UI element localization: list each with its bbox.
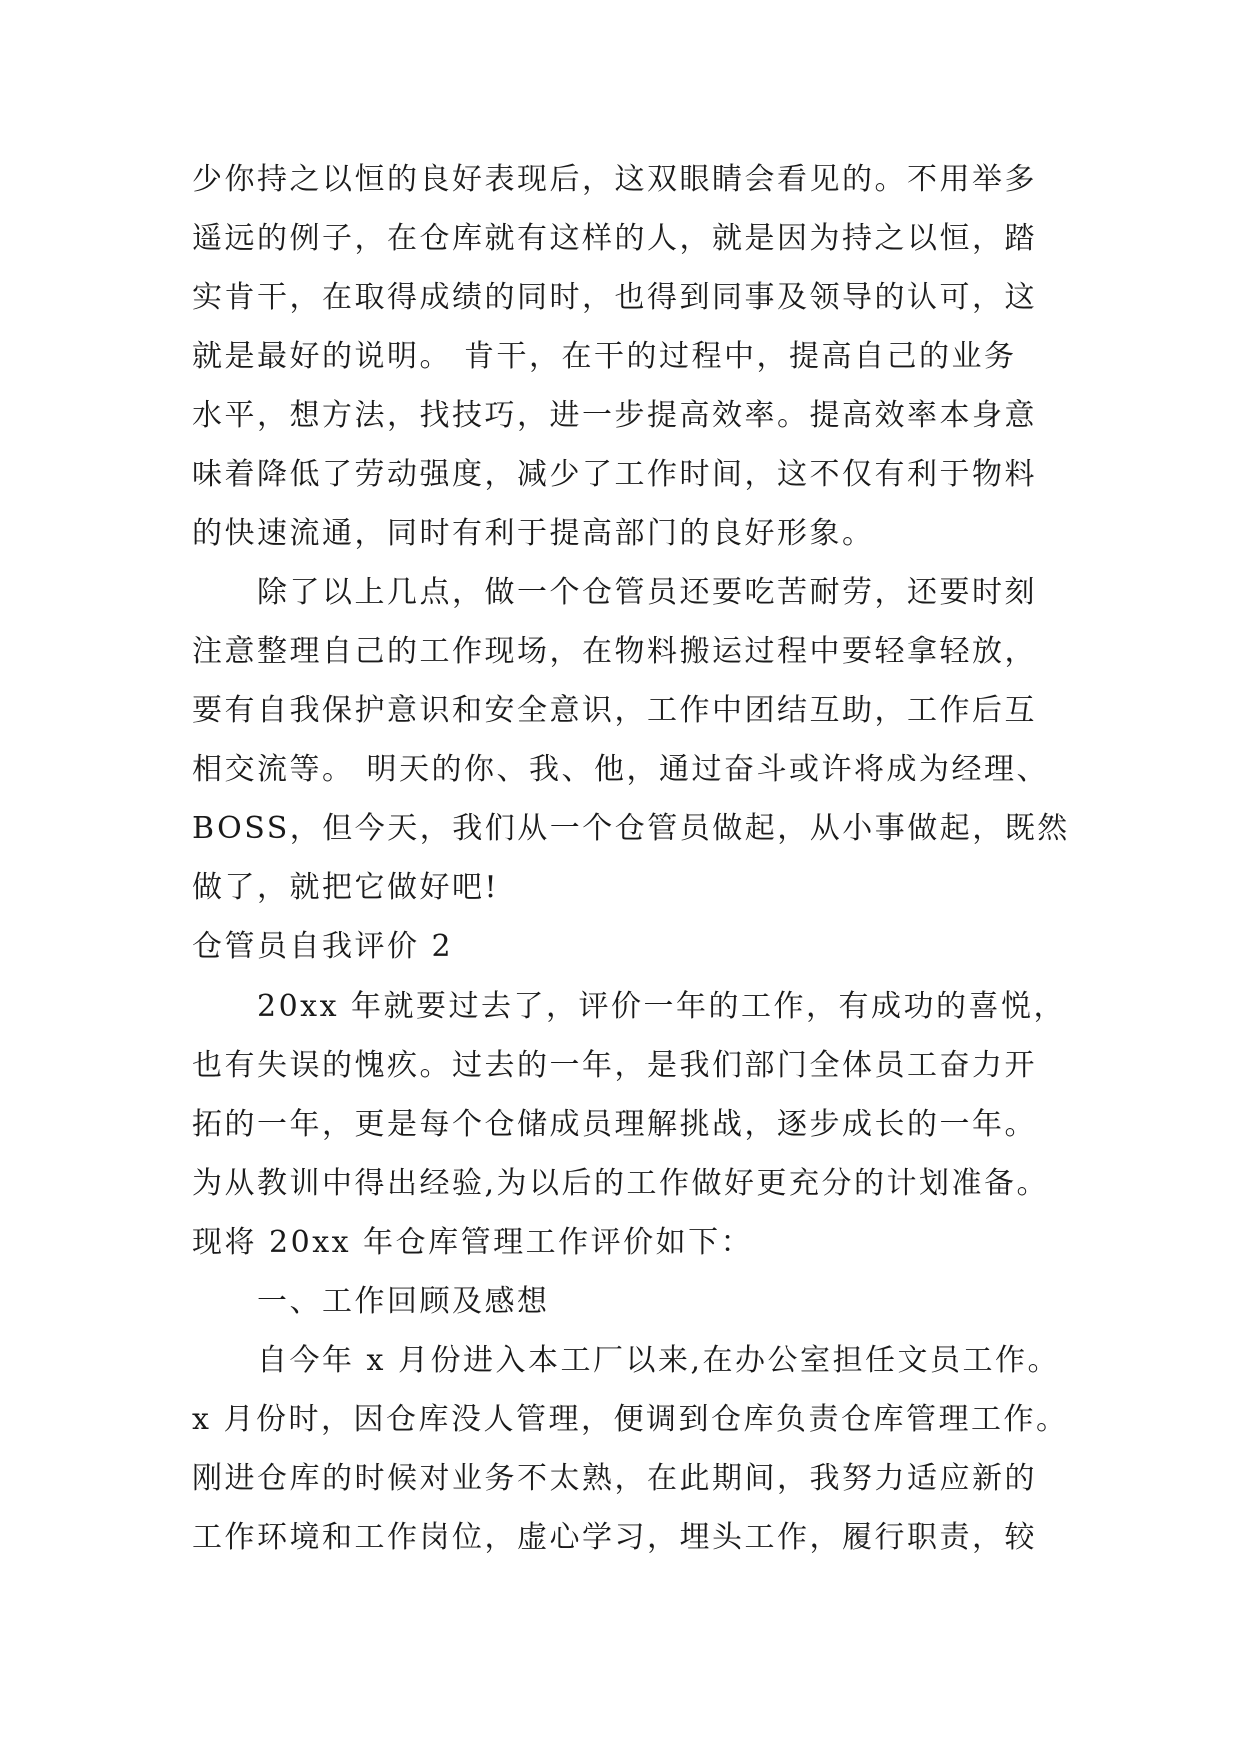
body-line: 刚进仓库的时候对业务不太熟，在此期间，我努力适应新的 xyxy=(192,1461,1037,1496)
body-line: x 月份时，因仓库没人管理，便调到仓库负责仓库管理工作。 xyxy=(192,1402,1069,1437)
body-line: 相交流等。 明天的你、我、他，通过奋斗或许将成为经理、 xyxy=(192,752,1050,787)
body-line: 味着降低了劳动强度，减少了工作时间，这不仅有利于物料 xyxy=(192,457,1037,492)
body-line: 工作环境和工作岗位，虚心学习，埋头工作，履行职责，较 xyxy=(192,1520,1037,1555)
body-line: 为从教训中得出经验,为以后的工作做好更充分的计划准备。 xyxy=(192,1166,1050,1201)
body-line: 少你持之以恒的良好表现后，这双眼睛会看见的。不用举多 xyxy=(192,162,1037,197)
body-line: BOSS，但今天，我们从一个仓管员做起，从小事做起，既然 xyxy=(192,811,1070,846)
document-body xyxy=(192,150,1072,1567)
body-line: 除了以上几点，做一个仓管员还要吃苦耐劳，还要时刻 xyxy=(192,575,1037,610)
body-line: 20xx 年就要过去了，评价一年的工作，有成功的喜悦， xyxy=(192,989,1067,1024)
subsection-heading: 一、工作回顾及感想 xyxy=(192,1284,550,1319)
body-line: 要有自我保护意识和安全意识，工作中团结互助，工作后互 xyxy=(192,693,1037,728)
body-line: 现将 20xx 年仓库管理工作评价如下： xyxy=(192,1225,754,1260)
body-line: 做了，就把它做好吧! xyxy=(192,870,500,905)
body-line: 也有失误的愧疚。过去的一年，是我们部门全体员工奋力开 xyxy=(192,1048,1037,1083)
body-line: 注意整理自己的工作现场，在物料搬运过程中要轻拿轻放， xyxy=(192,634,1037,669)
body-line: 实肯干，在取得成绩的同时，也得到同事及领导的认可，这 xyxy=(192,280,1037,315)
body-line: 遥远的例子，在仓库就有这样的人，就是因为持之以恒，踏 xyxy=(192,221,1037,256)
body-line: 拓的一年，更是每个仓储成员理解挑战，逐步成长的一年。 xyxy=(192,1107,1037,1142)
body-line: 的快速流通，同时有利于提高部门的良好形象。 xyxy=(192,516,875,551)
body-line: 水平，想方法，找技巧，进一步提高效率。提高效率本身意 xyxy=(192,398,1037,433)
body-line: 自今年 x 月份进入本工厂以来,在办公室担任文员工作。 xyxy=(192,1343,1061,1378)
section-title: 仓管员自我评价 2 xyxy=(192,929,454,964)
body-line: 就是最好的说明。 肯干，在干的过程中，提高自己的业务 xyxy=(192,339,1017,374)
